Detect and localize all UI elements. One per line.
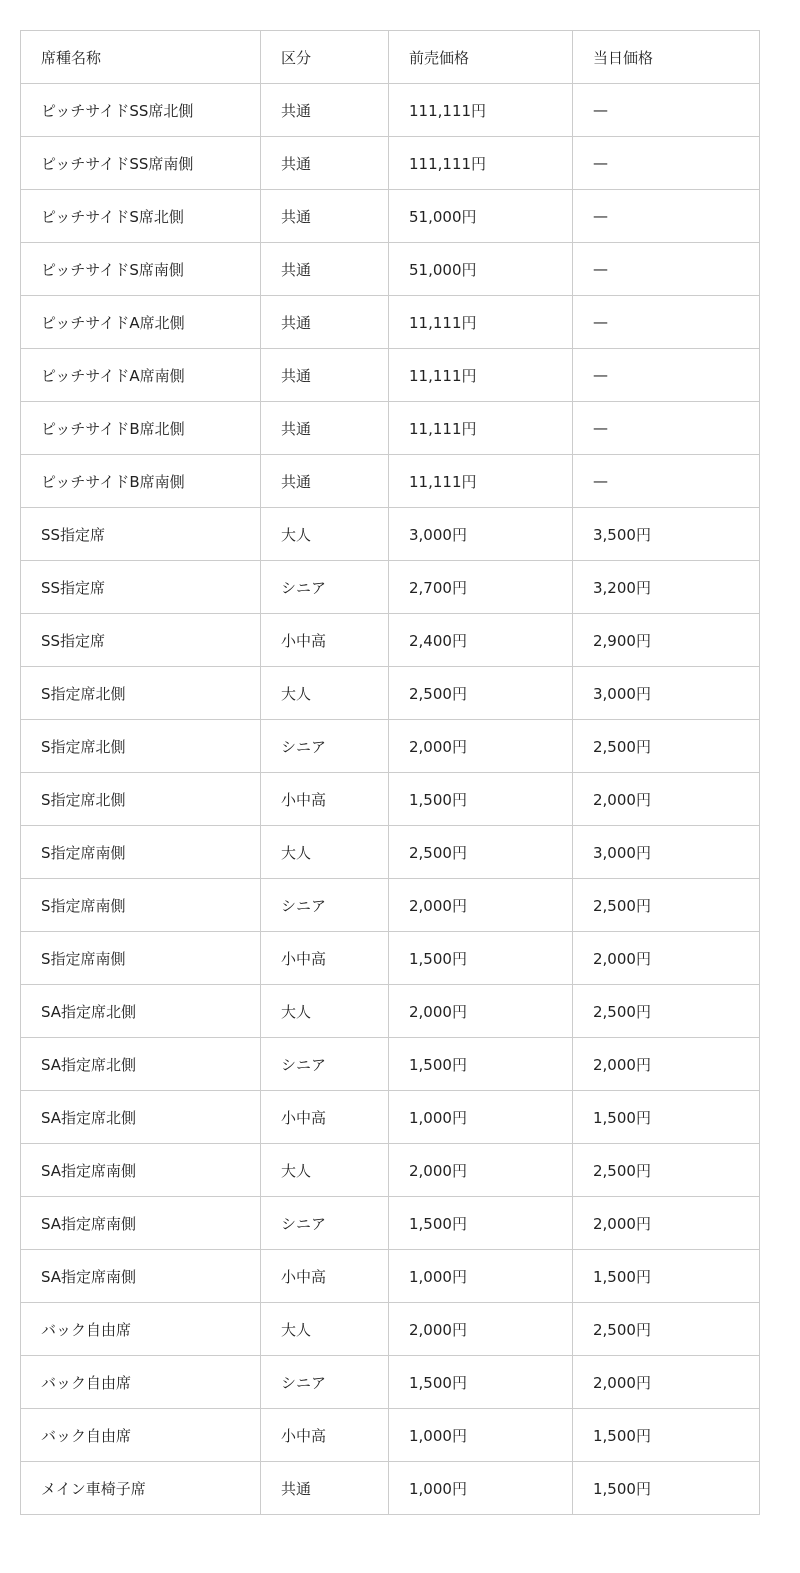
cell-category: 大人 bbox=[261, 508, 389, 561]
cell-seat-name: SA指定席北側 bbox=[21, 985, 261, 1038]
table-row bbox=[21, 1462, 760, 1515]
cell-category: シニア bbox=[261, 561, 389, 614]
header-seat-name: 席種名称 bbox=[21, 31, 261, 84]
cell-day-of-price: 2,900円 bbox=[573, 614, 760, 667]
cell-day-of-price: 1,500円 bbox=[573, 1462, 760, 1515]
cell-day-of-price: 2,000円 bbox=[573, 1038, 760, 1091]
cell-seat-name: ピッチサイドS席南側 bbox=[21, 243, 261, 296]
cell-day-of-price: — bbox=[573, 84, 760, 137]
cell-day-of-price: — bbox=[573, 455, 760, 508]
cell-seat-name: SS指定席 bbox=[21, 561, 261, 614]
cell-day-of-price: 1,500円 bbox=[573, 1250, 760, 1303]
cell-seat-name: バック自由席 bbox=[21, 1409, 261, 1462]
header-day-of-price: 当日価格 bbox=[573, 31, 760, 84]
table-row bbox=[21, 826, 760, 879]
cell-advance-price: 1,500円 bbox=[389, 1038, 573, 1091]
cell-day-of-price: — bbox=[573, 402, 760, 455]
cell-day-of-price: 2,500円 bbox=[573, 1303, 760, 1356]
cell-category: 共通 bbox=[261, 455, 389, 508]
cell-advance-price: 2,500円 bbox=[389, 826, 573, 879]
cell-seat-name: S指定席南側 bbox=[21, 932, 261, 985]
table-row bbox=[21, 349, 760, 402]
table-row bbox=[21, 190, 760, 243]
cell-category: 共通 bbox=[261, 402, 389, 455]
cell-seat-name: S指定席北側 bbox=[21, 720, 261, 773]
cell-day-of-price: 2,000円 bbox=[573, 1356, 760, 1409]
cell-advance-price: 2,000円 bbox=[389, 985, 573, 1038]
cell-seat-name: ピッチサイドB席北側 bbox=[21, 402, 261, 455]
cell-advance-price: 111,111円 bbox=[389, 137, 573, 190]
cell-seat-name: SA指定席北側 bbox=[21, 1091, 261, 1144]
cell-seat-name: ピッチサイドS席北側 bbox=[21, 190, 261, 243]
cell-advance-price: 1,500円 bbox=[389, 1356, 573, 1409]
table-row bbox=[21, 137, 760, 190]
cell-day-of-price: 2,500円 bbox=[573, 1144, 760, 1197]
cell-category: 小中高 bbox=[261, 1250, 389, 1303]
cell-advance-price: 11,111円 bbox=[389, 402, 573, 455]
cell-day-of-price: 3,500円 bbox=[573, 508, 760, 561]
cell-advance-price: 11,111円 bbox=[389, 296, 573, 349]
cell-category: 小中高 bbox=[261, 773, 389, 826]
table-row bbox=[21, 296, 760, 349]
cell-advance-price: 1,000円 bbox=[389, 1250, 573, 1303]
cell-day-of-price: 3,000円 bbox=[573, 667, 760, 720]
cell-category: 大人 bbox=[261, 667, 389, 720]
cell-seat-name: SA指定席南側 bbox=[21, 1250, 261, 1303]
cell-seat-name: SS指定席 bbox=[21, 614, 261, 667]
cell-category: 共通 bbox=[261, 349, 389, 402]
cell-category: 小中高 bbox=[261, 1091, 389, 1144]
cell-advance-price: 2,500円 bbox=[389, 667, 573, 720]
cell-advance-price: 51,000円 bbox=[389, 243, 573, 296]
cell-category: 共通 bbox=[261, 190, 389, 243]
cell-day-of-price: 2,500円 bbox=[573, 720, 760, 773]
cell-category: 小中高 bbox=[261, 614, 389, 667]
table-row bbox=[21, 1144, 760, 1197]
table-row bbox=[21, 1197, 760, 1250]
cell-day-of-price: — bbox=[573, 243, 760, 296]
table-row bbox=[21, 1356, 760, 1409]
table-row bbox=[21, 561, 760, 614]
cell-advance-price: 111,111円 bbox=[389, 84, 573, 137]
table-row bbox=[21, 1250, 760, 1303]
cell-seat-name: SS指定席 bbox=[21, 508, 261, 561]
table-row bbox=[21, 1038, 760, 1091]
table-row bbox=[21, 985, 760, 1038]
cell-seat-name: ピッチサイドB席南側 bbox=[21, 455, 261, 508]
cell-advance-price: 1,000円 bbox=[389, 1091, 573, 1144]
table-row bbox=[21, 84, 760, 137]
cell-day-of-price: — bbox=[573, 190, 760, 243]
header-advance-price: 前売価格 bbox=[389, 31, 573, 84]
cell-seat-name: メイン車椅子席 bbox=[21, 1462, 261, 1515]
cell-category: 共通 bbox=[261, 137, 389, 190]
table-row bbox=[21, 932, 760, 985]
table-row bbox=[21, 614, 760, 667]
cell-category: シニア bbox=[261, 720, 389, 773]
table-row bbox=[21, 1303, 760, 1356]
cell-day-of-price: 3,000円 bbox=[573, 826, 760, 879]
table-row bbox=[21, 508, 760, 561]
cell-advance-price: 2,000円 bbox=[389, 879, 573, 932]
header-category: 区分 bbox=[261, 31, 389, 84]
cell-category: シニア bbox=[261, 1038, 389, 1091]
cell-category: 小中高 bbox=[261, 932, 389, 985]
table-row bbox=[21, 1409, 760, 1462]
cell-seat-name: ピッチサイドSS席北側 bbox=[21, 84, 261, 137]
cell-category: 共通 bbox=[261, 1462, 389, 1515]
table-body bbox=[21, 84, 760, 1515]
cell-category: 大人 bbox=[261, 826, 389, 879]
ticket-price-table bbox=[20, 30, 760, 1515]
cell-seat-name: ピッチサイドA席南側 bbox=[21, 349, 261, 402]
cell-category: 共通 bbox=[261, 296, 389, 349]
cell-day-of-price: 2,000円 bbox=[573, 932, 760, 985]
cell-advance-price: 51,000円 bbox=[389, 190, 573, 243]
cell-seat-name: S指定席南側 bbox=[21, 879, 261, 932]
cell-category: 大人 bbox=[261, 1303, 389, 1356]
cell-day-of-price: 3,200円 bbox=[573, 561, 760, 614]
cell-category: シニア bbox=[261, 879, 389, 932]
table-row bbox=[21, 667, 760, 720]
cell-seat-name: バック自由席 bbox=[21, 1356, 261, 1409]
cell-category: 小中高 bbox=[261, 1409, 389, 1462]
table-row bbox=[21, 1091, 760, 1144]
table-row bbox=[21, 720, 760, 773]
table-row bbox=[21, 402, 760, 455]
cell-advance-price: 3,000円 bbox=[389, 508, 573, 561]
cell-seat-name: S指定席北側 bbox=[21, 773, 261, 826]
cell-day-of-price: 1,500円 bbox=[573, 1409, 760, 1462]
cell-day-of-price: 2,000円 bbox=[573, 773, 760, 826]
cell-day-of-price: 2,500円 bbox=[573, 879, 760, 932]
cell-advance-price: 1,000円 bbox=[389, 1462, 573, 1515]
cell-advance-price: 2,000円 bbox=[389, 1144, 573, 1197]
cell-day-of-price: — bbox=[573, 137, 760, 190]
cell-category: シニア bbox=[261, 1356, 389, 1409]
cell-category: 共通 bbox=[261, 84, 389, 137]
cell-seat-name: SA指定席北側 bbox=[21, 1038, 261, 1091]
cell-day-of-price: — bbox=[573, 296, 760, 349]
cell-seat-name: SA指定席南側 bbox=[21, 1197, 261, 1250]
ticket-price-table-container bbox=[20, 30, 759, 1515]
cell-advance-price: 1,500円 bbox=[389, 1197, 573, 1250]
cell-advance-price: 1,000円 bbox=[389, 1409, 573, 1462]
cell-day-of-price: 2,000円 bbox=[573, 1197, 760, 1250]
table-row bbox=[21, 243, 760, 296]
cell-category: シニア bbox=[261, 1197, 389, 1250]
cell-seat-name: SA指定席南側 bbox=[21, 1144, 261, 1197]
table-row bbox=[21, 455, 760, 508]
cell-seat-name: S指定席北側 bbox=[21, 667, 261, 720]
table-row bbox=[21, 879, 760, 932]
cell-advance-price: 2,400円 bbox=[389, 614, 573, 667]
cell-advance-price: 1,500円 bbox=[389, 773, 573, 826]
cell-advance-price: 1,500円 bbox=[389, 932, 573, 985]
table-row bbox=[21, 773, 760, 826]
cell-advance-price: 2,000円 bbox=[389, 1303, 573, 1356]
cell-seat-name: S指定席南側 bbox=[21, 826, 261, 879]
cell-seat-name: バック自由席 bbox=[21, 1303, 261, 1356]
cell-day-of-price: 1,500円 bbox=[573, 1091, 760, 1144]
cell-advance-price: 11,111円 bbox=[389, 455, 573, 508]
cell-advance-price: 2,700円 bbox=[389, 561, 573, 614]
cell-category: 大人 bbox=[261, 985, 389, 1038]
cell-day-of-price: — bbox=[573, 349, 760, 402]
cell-advance-price: 11,111円 bbox=[389, 349, 573, 402]
cell-advance-price: 2,000円 bbox=[389, 720, 573, 773]
table-header-row bbox=[21, 31, 760, 84]
cell-seat-name: ピッチサイドA席北側 bbox=[21, 296, 261, 349]
cell-category: 共通 bbox=[261, 243, 389, 296]
cell-category: 大人 bbox=[261, 1144, 389, 1197]
cell-seat-name: ピッチサイドSS席南側 bbox=[21, 137, 261, 190]
cell-day-of-price: 2,500円 bbox=[573, 985, 760, 1038]
